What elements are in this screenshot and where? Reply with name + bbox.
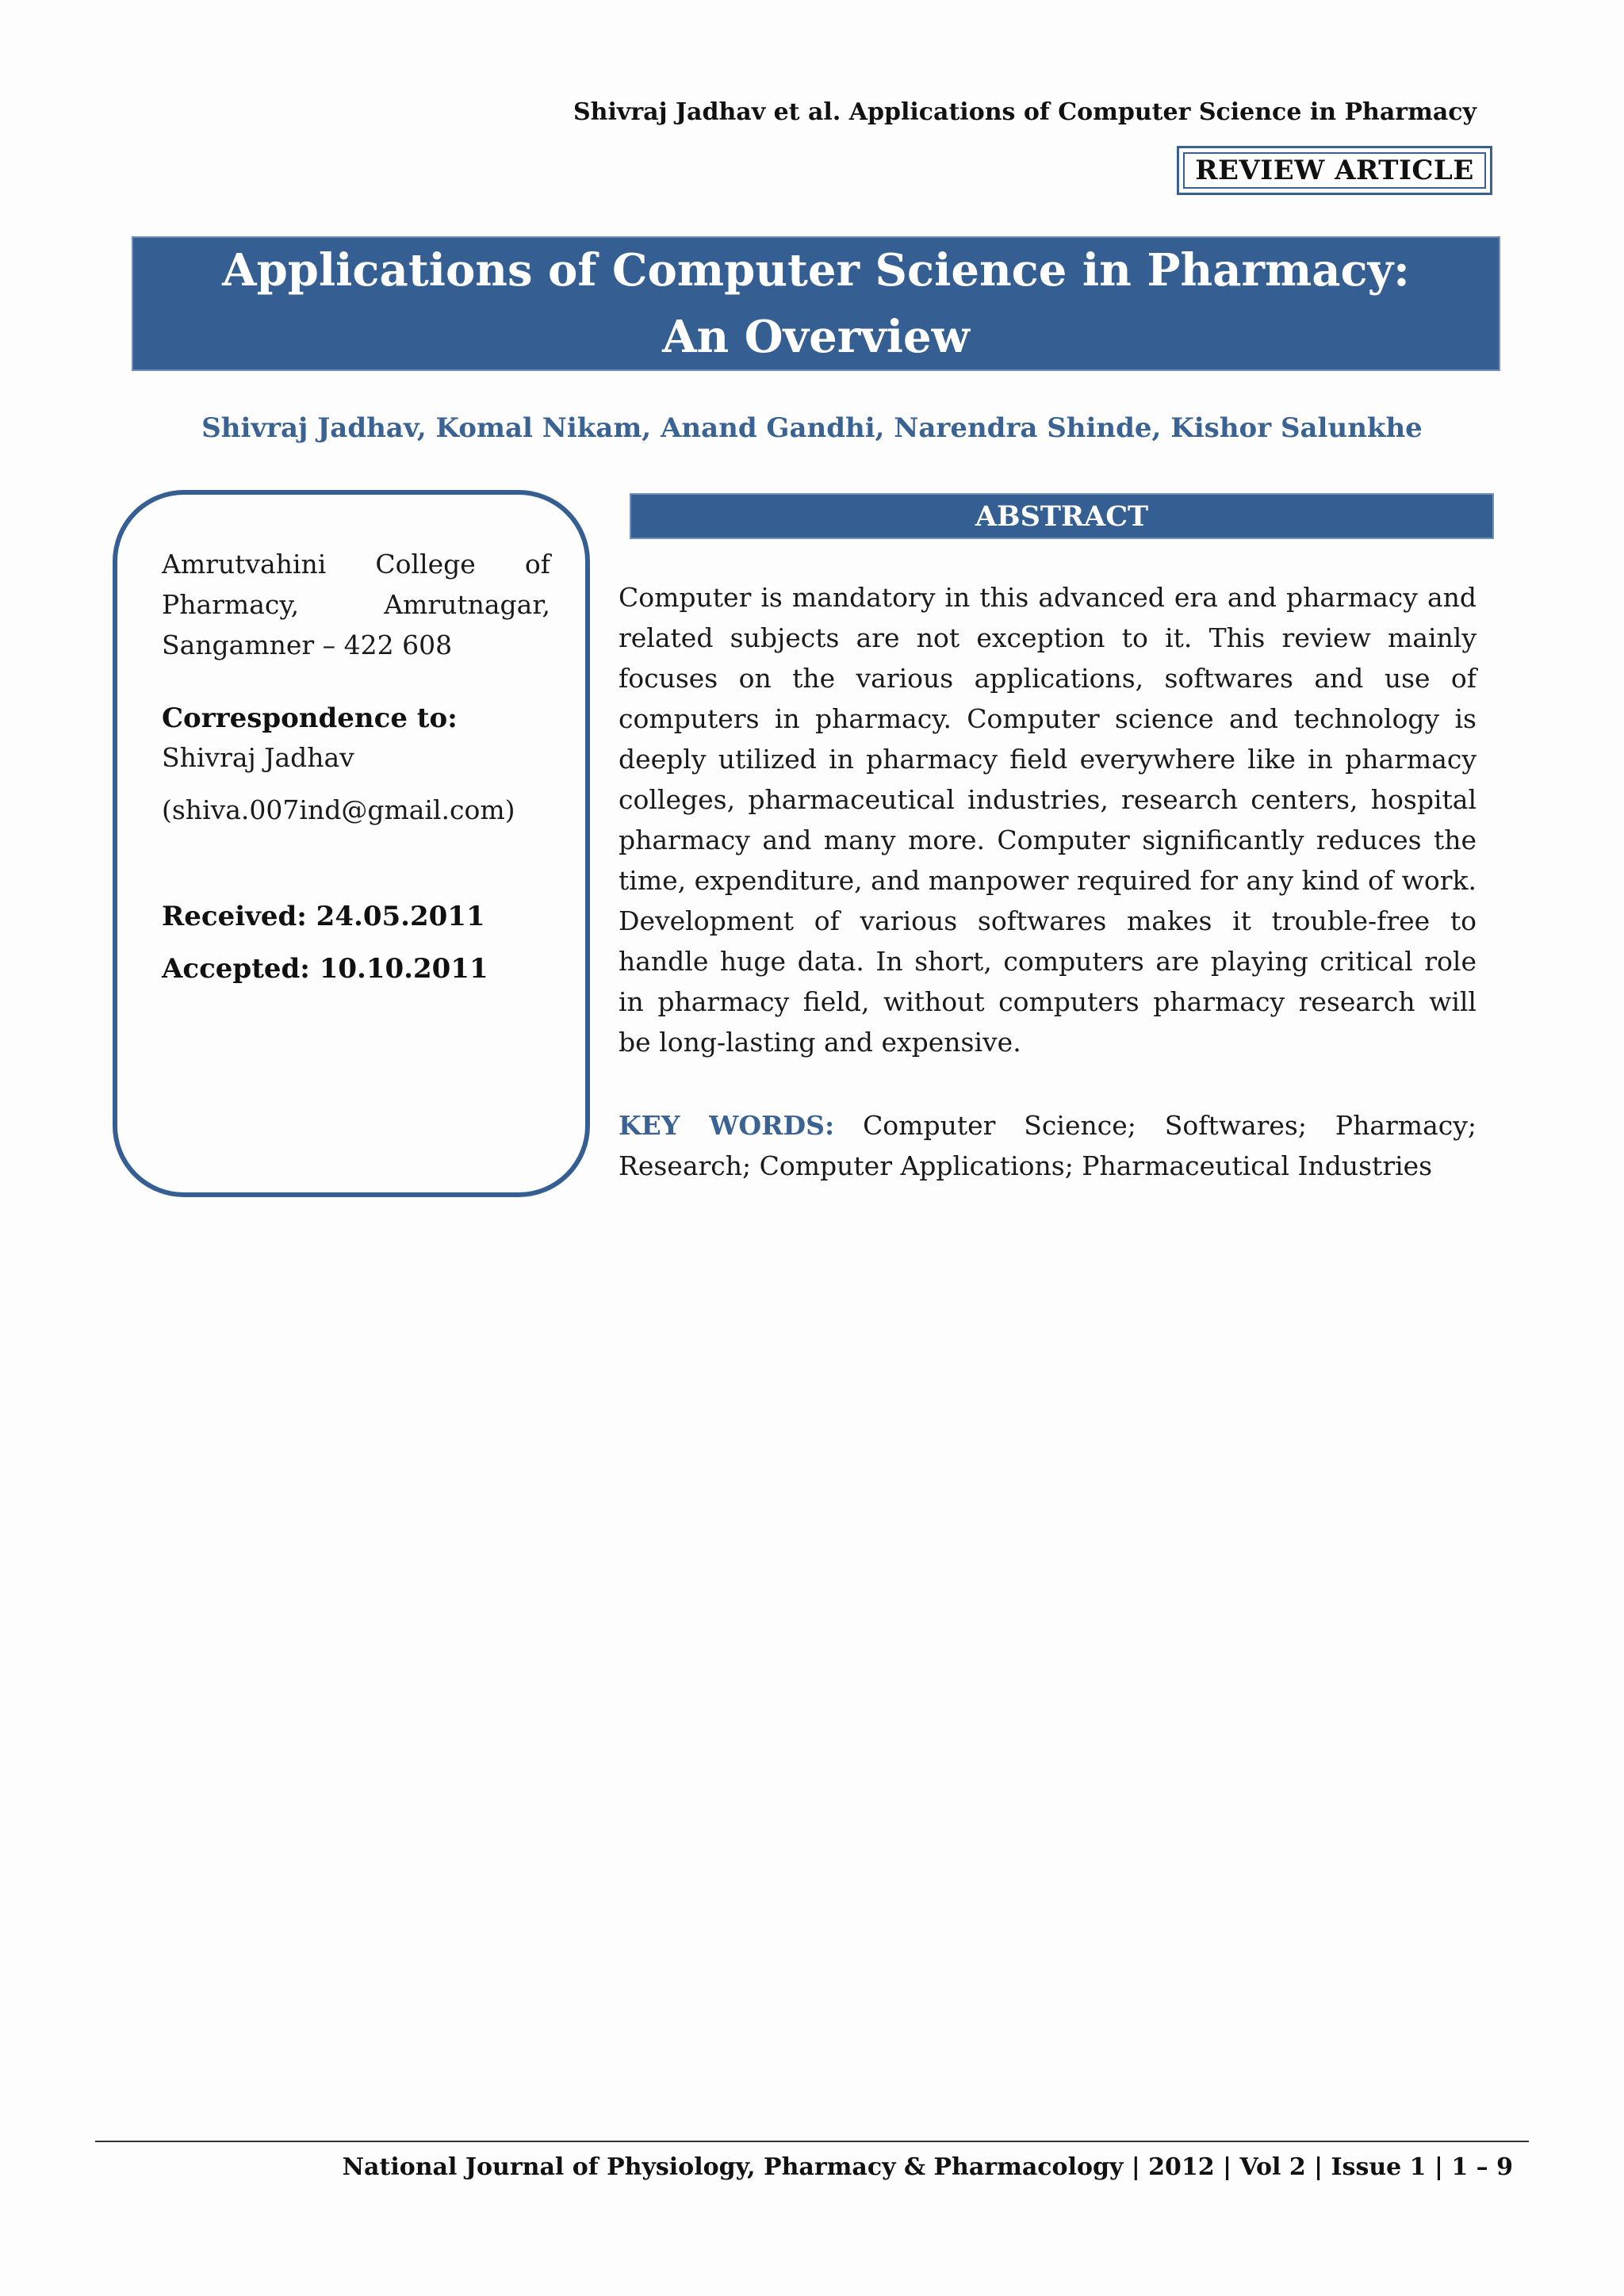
correspondence-email[interactable]: (shiva.007ind@gmail.com) xyxy=(162,794,515,825)
affiliation-box xyxy=(113,490,590,1197)
footer-rule xyxy=(95,2141,1529,2142)
abstract-heading: ABSTRACT xyxy=(630,493,1494,539)
running-header: Shivraj Jadhav et al. Applications of Computer Science in Pharmacy xyxy=(573,98,1477,126)
author-list: Shivraj Jadhav, Komal Nikam, Anand Gandhi, Narendra Shinde, Kishor Salunkhe xyxy=(201,412,1423,444)
title-line-2: An Overview xyxy=(662,311,970,363)
article-type-label: REVIEW ARTICLE xyxy=(1183,152,1486,189)
keywords-label: KEY WORDS: xyxy=(619,1110,835,1141)
title-banner xyxy=(132,236,1500,371)
article-type-badge xyxy=(1177,146,1492,195)
keywords-list: Computer Science; Softwares; Pharmacy; Research; Computer Applications; Pharmaceutical Industries xyxy=(619,1110,1477,1181)
footer-citation: National Journal of Physiology, Pharmacy & Pharmacology | 2012 | Vol 2 | Issue 1 | 1 – 9 xyxy=(342,2153,1513,2181)
correspondence-name: Shivraj Jadhav xyxy=(162,742,354,773)
accepted-date: Accepted: 10.10.2011 xyxy=(162,953,488,985)
title-line-1: Applications of Computer Science in Pharmacy: xyxy=(222,244,1410,297)
correspondence-label: Correspondence to: xyxy=(162,702,458,734)
keywords xyxy=(619,1105,1477,1186)
abstract-body: Computer is mandatory in this advanced era and pharmacy and related subjects are not exception to it. This review mainly focuses on the various applications, softwares and use of computers in pharmacy. Computer science and technology is deeply utilized in pharmacy field everywhere like in pharmacy colleges, pharmaceutical industries, research centers, hospital pharmacy and many more. Computer significantly reduces the time, expenditure, and manpower required for any kind of work. Development of various softwares makes it trouble-free to handle huge data. In short, computers are playing critical role in pharmacy field, without computers pharmacy research will be long-lasting and expensive. xyxy=(619,582,1477,1058)
affiliation: Amrutvahini College of Pharmacy, Amrutnagar, Sangamner – 422 608 xyxy=(162,549,550,660)
received-date: Received: 24.05.2011 xyxy=(162,901,485,932)
